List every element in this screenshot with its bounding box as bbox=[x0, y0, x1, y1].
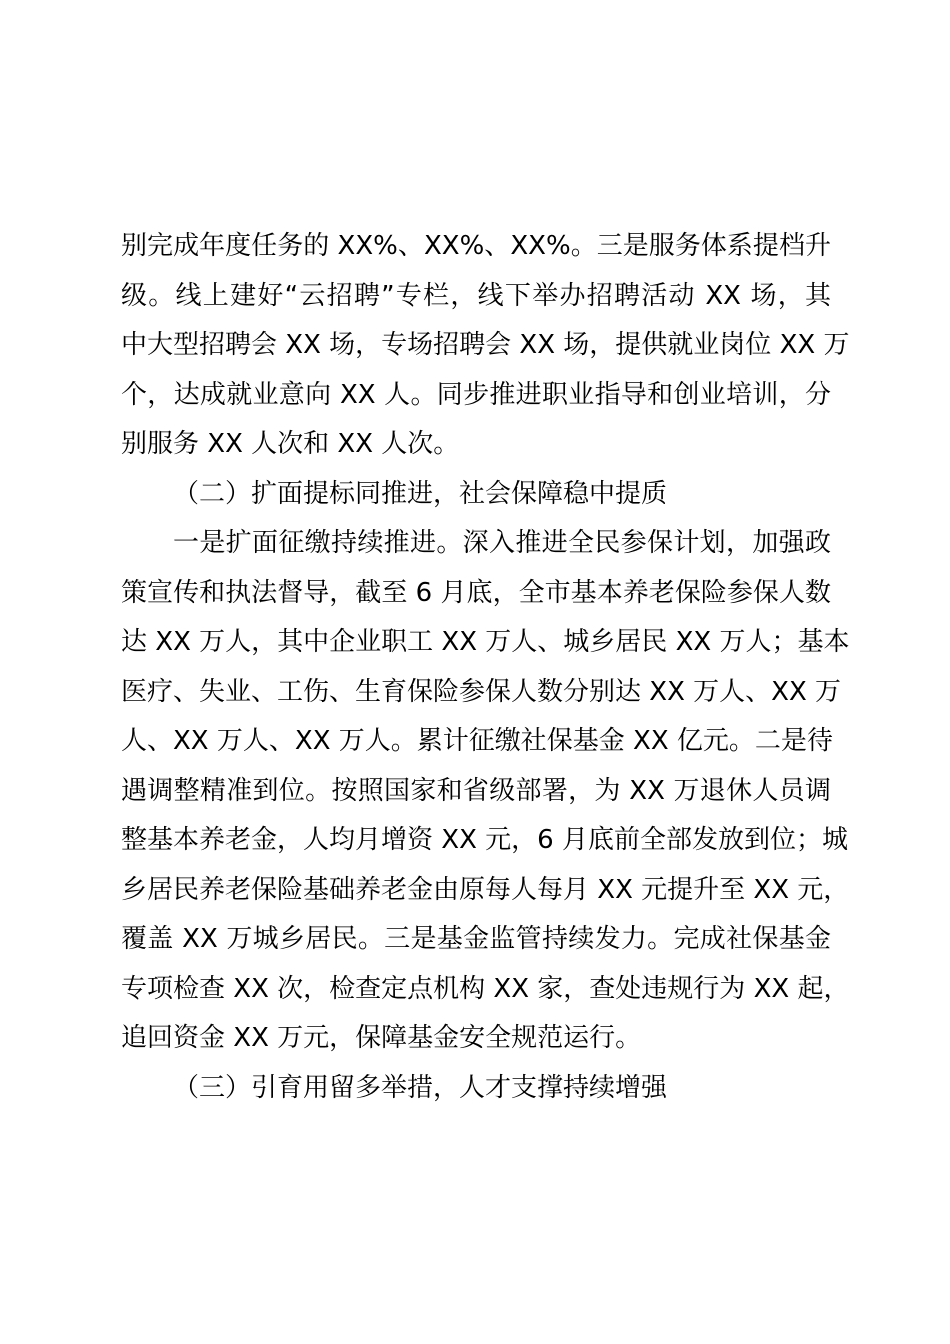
paragraph-end-line: 别服务 XX 人次和 XX 人次。 bbox=[121, 429, 460, 459]
text-line: 达 XX 万人，其中企业职工 XX 万人、城乡居民 XX 万人；基本 bbox=[121, 627, 850, 657]
text-line: 乡居民养老保险基础养老金由原每人每月 XX 元提升至 XX 元， bbox=[121, 874, 850, 905]
text-line: 人、XX 万人、XX 万人。累计征缴社保基金 XX 亿元。二是待 bbox=[121, 726, 833, 756]
section-heading-2: （二）扩面提标同推进，社会保障稳中提质 bbox=[173, 478, 668, 509]
text-line: 遇调整精准到位。按照国家和省级部署，为 XX 万退休人员调 bbox=[121, 775, 831, 806]
section-heading-3: （三）引育用留多举措，人才支撑持续增强 bbox=[173, 1072, 668, 1103]
text-line: 覆盖 XX 万城乡居民。三是基金监管持续发力。完成社保基金 bbox=[121, 924, 831, 954]
text-line: 中大型招聘会 XX 场，专场招聘会 XX 场，提供就业岗位 XX 万 bbox=[121, 330, 850, 360]
text-line: 医疗、失业、工伤、生育保险参保人数分别达 XX 万人、XX 万 bbox=[121, 676, 842, 707]
text-line: 个，达成就业意向 XX 人。同步推进职业指导和创业培训，分 bbox=[121, 379, 831, 410]
paragraph-start-line: 一是扩面征缴持续推进。深入推进全民参保计划，加强政 bbox=[173, 528, 831, 558]
body-text bbox=[121, 222, 850, 1113]
text-line: 别完成年度任务的 XX%、XX%、XX%。三是服务体系提档升 bbox=[121, 231, 831, 261]
paragraph-end-line: 追回资金 XX 万元，保障基金安全规范运行。 bbox=[121, 1023, 642, 1053]
text-line: 专项检查 XX 次，检查定点机构 XX 家，查处违规行为 XX 起， bbox=[121, 973, 850, 1004]
text-line: 整基本养老金，人均月增资 XX 元，6 月底前全部发放到位；城 bbox=[121, 825, 848, 855]
text-line: 级。线上建好“云招聘”专栏，线下举办招聘活动 XX 场，其 bbox=[121, 280, 831, 311]
text-line: 策宣传和执法督导，截至 6 月底，全市基本养老保险参保人数 bbox=[121, 577, 831, 608]
